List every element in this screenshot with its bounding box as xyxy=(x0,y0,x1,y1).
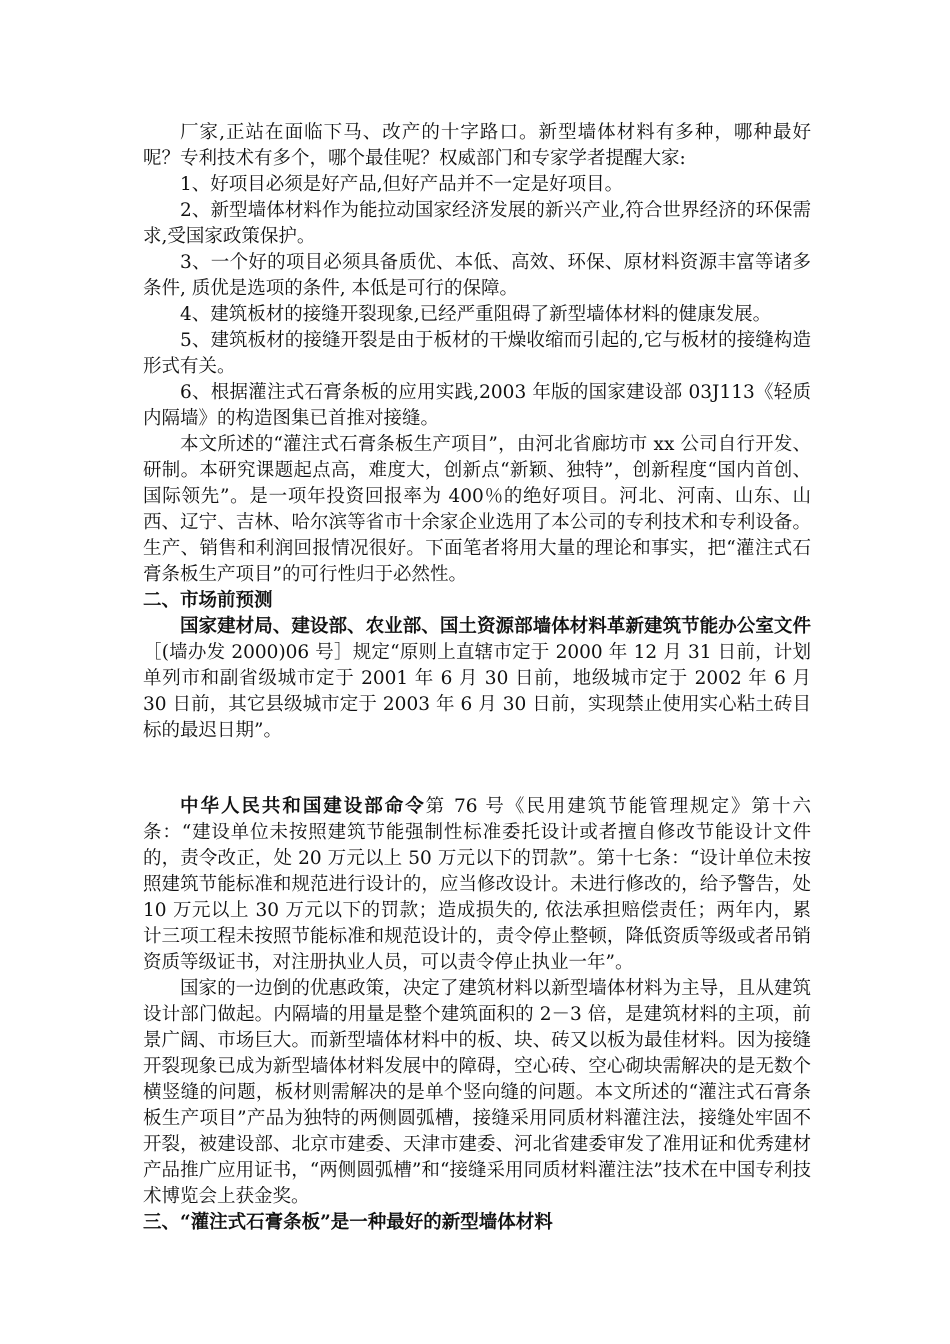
list-item-point-6: 6、根据灌注式石膏条板的应用实践,2003 年版的国家建设部 03J113《轻质内隔墙》的构造图集已首推对接缝。 xyxy=(143,382,811,429)
order-text: 第 76 号《民用建筑节能管理规定》第十六条：“建设单位未按照建筑节能强制性标准委托设计或者擅自修改节能设计文件的，责令改正，处 20 万元以上 50 万元以下的罚款”。第十七条：“设计单位未按照建筑节能标准和规范进行设计的，应当修改设计。未进行修改的，给予警告，处 10 万元以上 30 万元以下的罚款；造成损失的, 依法承担赔偿责任；两年内，累计三项工程未按照节能标准和规范设计的，责令停止整顿，降低资质等级或者吊销资质等级证书，对注册执业人员，可以责令停止执业一年”。 xyxy=(143,796,811,973)
section-heading-2: 二、市场前预测 xyxy=(143,590,273,611)
list-item-point-4: 4、建筑板材的接缝开裂现象,已经严重阻碍了新型墙体材料的健康发展。 xyxy=(180,304,772,325)
paragraph-project: 本文所述的“灌注式石膏条板生产项目”，由河北省廊坊市 xx 公司自行开发、研制。本研究课题起点高，难度大，创新点“新颖、独特”，创新程度“国内首创、国际领先”。是一项年投资回报率为 400％的绝好项目。河北、河南、山东、山西、辽宁、吉林、哈尔滨等省市十余家企业选用了本公司的专利技术和专利设备。生产、销售和利润回报情况很好。下面笔者将用大量的理论和事实，把“灌注式石膏条板生产项目”的可行性归于必然性。 xyxy=(143,434,811,585)
order-source-bold: 中华人民共和国建设部命令 xyxy=(180,796,426,817)
policy-source-bold: 国家建材局、建设部、农业部、国土资源部墙体材料革新建筑节能办公室文件 xyxy=(180,616,811,637)
text-block-upper xyxy=(143,120,811,744)
list-item-point-2: 2、新型墙体材料作为能拉动国家经济发展的新兴产业,符合世界经济的环保需求,受国家政策保护。 xyxy=(143,200,811,247)
paragraph-order xyxy=(143,794,811,976)
paragraph-market: 国家的一边倒的优惠政策，决定了建筑材料以新型墙体材料为主导，且从建筑设计部门做起。内隔墙的用量是整个建筑面积的 2－3 倍，是建筑材料的主项，前景广阔、市场巨大。而新型墙体材料中的板、块、砖又以板为最佳材料。因为接缝开裂现象已成为新型墙体材料发展中的障碍，空心砖、空心砌块需解决的是无数个横竖缝的问题，板材则需解决的是单个竖向缝的问题。本文所述的“灌注式石膏条板生产项目”产品为独特的两侧圆弧槽，接缝采用同质材料灌注法，接缝处牢固不开裂，被建设部、北京市建委、天津市建委、河北省建委审发了准用证和优秀建材产品推广应用证书，“两侧圆弧槽”和“接缝采用同质材料灌注法”技术在中国专利技术博览会上获金奖。 xyxy=(143,978,811,1207)
list-item-point-1: 1、好项目必须是好产品,但好产品并不一定是好项目。 xyxy=(180,174,624,195)
list-item-point-5: 5、建筑板材的接缝开裂是由于板材的干燥收缩而引起的,它与板材的接缝构造形式有关。 xyxy=(143,330,811,377)
text-block-lower xyxy=(143,794,811,1236)
paragraph-intro: 厂家,正站在面临下马、改产的十字路口。新型墙体材料有多种，哪种最好呢？专利技术有多个，哪个最佳呢？权威部门和专家学者提醒大家: xyxy=(143,122,811,169)
policy-text: ［(墙办发 2000)06 号］规定“原则上直辖市定于 2000 年 12 月 31 日前，计划单列市和副省级城市定于 2001 年 6 月 30 日前，地级城市定于 2002 年 6 月 30 日前，其它县级城市定于 2003 年 6 月 30 日前，实现禁止使用实心粘土砖目标的最迟日期”。 xyxy=(143,642,811,741)
section-heading-3: 三、“灌注式石膏条板”是一种最好的新型墙体材料 xyxy=(143,1212,553,1233)
paragraph-policy xyxy=(143,614,811,744)
list-item-point-3: 3、一个好的项目必须具备质优、本低、高效、环保、原材料资源丰富等诸多条件, 质优是选项的条件, 本低是可行的保障。 xyxy=(143,252,811,299)
